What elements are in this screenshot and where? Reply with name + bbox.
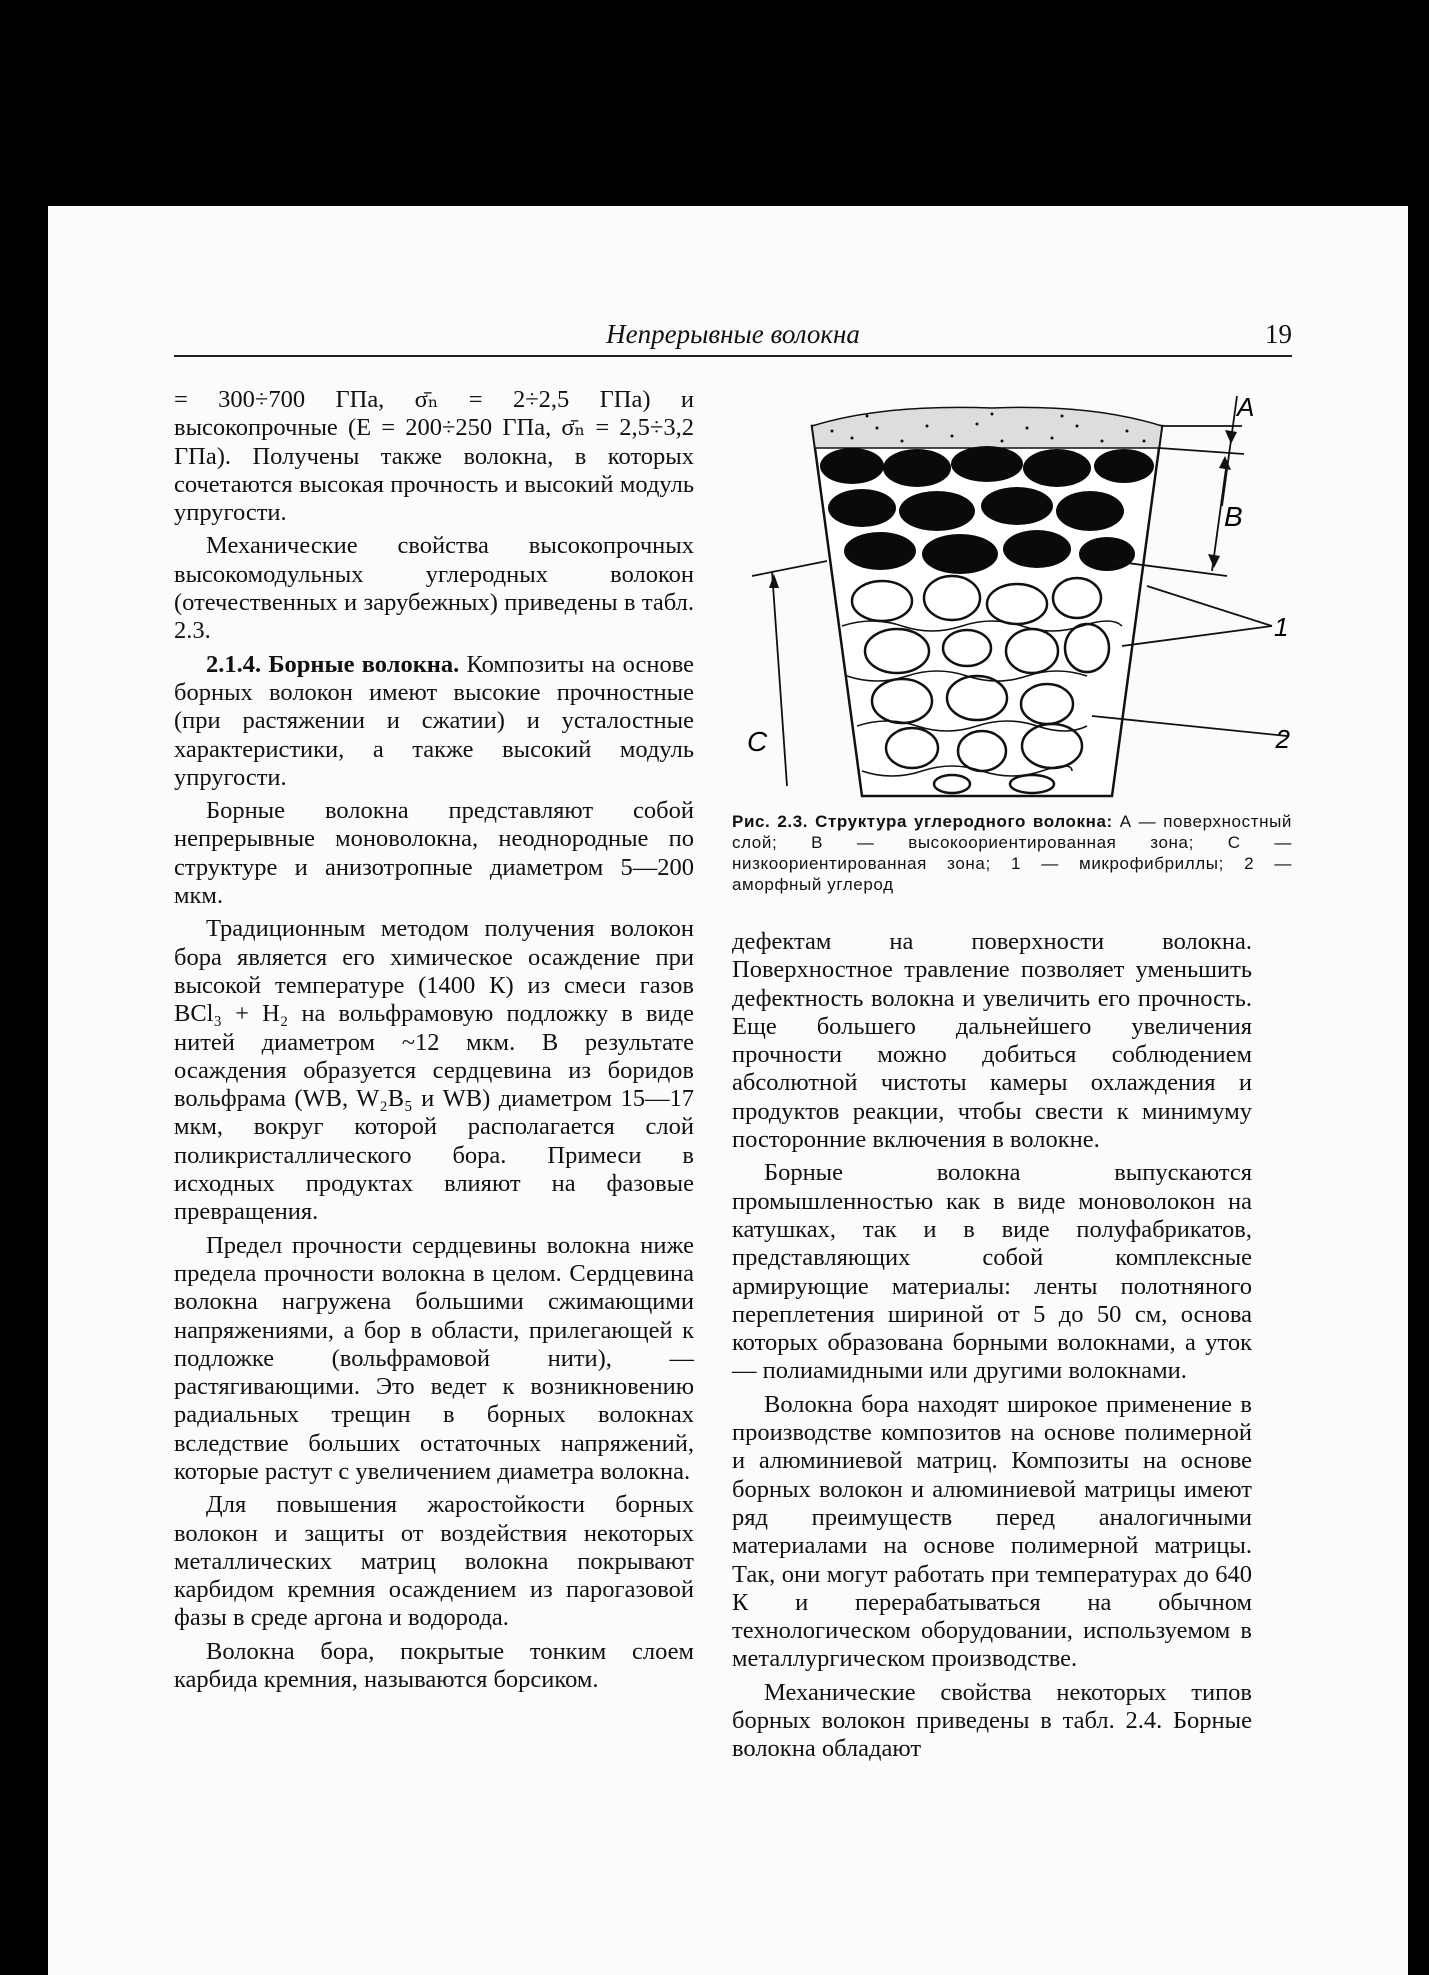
paragraph: Предел прочности сердцевины волокна ниже предела прочности волокна в целом. Сердцевина волокна нагружена большими сжимающими напряжениями, а бор в области, прилегающей к подложке (вольфрамовой нити), — растягивающими. Это ведет к возникновению радиальных трещин в борных волокнах вследствие больших остаточных напряжений, которые растут с увеличением диаметра волокна. [174, 1231, 694, 1485]
label-2: 2 [1275, 724, 1290, 754]
label-a: A [1237, 392, 1255, 422]
surface-layer-a [812, 407, 1162, 448]
running-title: Непрерывные волокна [606, 319, 860, 349]
paragraph [174, 651, 694, 792]
left-column [174, 386, 694, 1694]
running-head [174, 311, 1292, 357]
paragraph: Для повышения жаростойкости борных волокон и защиты от воздействия некоторых металлических матриц волокна покрывают карбидом кремния осаждением из парогазовой фазы в среде аргона и водорода. [174, 1491, 694, 1632]
section-heading: 2.1.4. Борные волокна. [206, 650, 460, 678]
paragraph: Традиционным методом получения волокон бора является его химическое осаждение при высокой температуре (1400 К) из смеси газов BCl₃ + H₂ на вольфрамовую подложку в виде нитей диаметром ~12 мкм. В результате осаждения образуется сердцевина из боридов вольфрама (WB, W₂B₅ и WB) диаметром 15—17 мкм, вокруг которой располагается слой поликристаллического бора. Примеси в исходных продуктах влияют на фазовые превращения. [174, 915, 694, 1226]
label-c: C [747, 726, 768, 757]
high-oriented-zone-b [820, 446, 1154, 574]
paragraph: дефектам на поверхности волокна. Поверхностное травление позволяет уменьшить дефектность волокна и увеличить его прочность. Еще большего дальнейшего увеличения прочности можно добиться соблюдением абсолютной чистоты камеры охлаждения и продуктов реакции, чтобы свести к минимуму посторонние включения в волокне. [732, 928, 1252, 1154]
figure-caption [732, 811, 1292, 895]
right-column [732, 928, 1252, 1764]
paragraph: Механические свойства некоторых типов борных волокон приведены в табл. 2.4. Борные волокна обладают [732, 1678, 1252, 1763]
paragraph: Механические свойства высокопрочных высокомодульных углеродных волокон (отечественных и зарубежных) приведены в табл. 2.3. [174, 532, 694, 645]
paragraph-text: Композиты на основе борных волокон имеют высокие прочностные (при растяжении и сжатии) и усталостные характеристики, а также высокий модуль упругости. [174, 650, 695, 791]
page-number: 19 [1265, 319, 1292, 349]
paragraph: = 300÷700 ГПа, σ̄ₙ = 2÷2,5 ГПа) и высокопрочные (E = 200÷250 ГПа, σ̄ₙ = 2,5÷3,2 ГПа). Получены также волокна, в которых сочетаются высокая прочность и высокий модуль упругости. [174, 386, 694, 527]
paragraph: Борные волокна выпускаются промышленностью как в виде моноволокон на катушках, так и в виде полуфабрикатов, представляющих собой комплексные армирующие материалы: ленты полотняного переплетения шириной от 5 до 50 см, основа которых образована борными волокнами, а уток — полиамидными или другими волокнами. [732, 1159, 1252, 1385]
paragraph: Волокна бора находят широкое применение в производстве композитов на основе полимерной и алюминиевой матриц. Композиты на основе борных волокон и алюминиевой матрицы имеют ряд преимуществ перед аналогичными материалами на основе полимерной матрицы. Так, они могут работать при температурах до 640 К и перерабатываться на обычном технологическом оборудовании, используемом в металлургическом производстве. [732, 1390, 1252, 1673]
label-1: 1 [1274, 612, 1289, 642]
paragraph: Волокна бора, покрытые тонким слоем карбида кремния, называются борсиком. [174, 1637, 694, 1694]
paragraph: Борные волокна представляют собой непрерывные моноволокна, неоднородные по структуре и анизотропные диаметром 5—200 мкм. [174, 797, 694, 910]
caption-body: А — поверхностный слой; В — высокоориентированная зона; С — низкоориентированная зона; 1 — микрофибриллы; 2 — аморфный углерод [732, 812, 1293, 894]
label-b: B [1224, 501, 1243, 532]
caption-title: Рис. 2.3. Структура углеродного волокна: [732, 812, 1113, 831]
book-page [48, 206, 1408, 1975]
fiber-structure-diagram [732, 386, 1292, 806]
